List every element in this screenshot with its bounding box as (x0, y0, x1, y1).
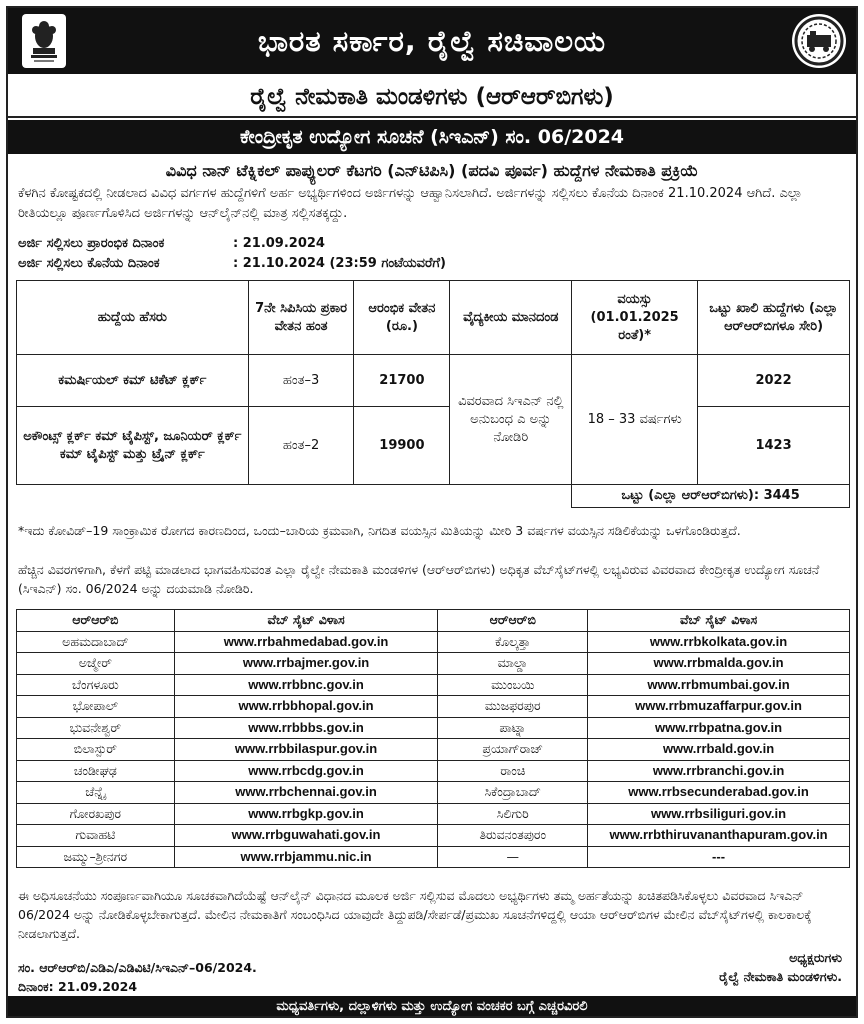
age-relaxation-note: *ಇದು ಕೋವಿಡ್–19 ಸಾಂಕ್ರಾಮಿಕ ರೋಗದ ಕಾರಣದಿಂದ, ಒಂದು–ಬಾರಿಯ ಕ್ರಮವಾಗಿ, ನಿಗದಿತ ವಯಸ್ಸಿನ ಮಿತಿಯನ್ನು ಮೀರಿ 3 ವರ್ಷಗಳ ವಯಸ್ಸಿನ ಸಡಿಲಿಕೆಯನ್ನು ಒಳಗೊಂಡಿರುತ್ತದೆ. (18, 523, 741, 538)
website-link[interactable]: www.rrbjammu.nic.in (174, 846, 438, 868)
rrb-name: ಜಮ್ಮು–ಶ್ರೀನಗರ (17, 846, 175, 868)
rrb-name: ಸಿಕೆಂದ್ರಾಬಾದ್ (438, 782, 588, 804)
initial-pay: 21700 (354, 355, 450, 407)
reference-date: ದಿನಾಂಕ: 21.09.2024 (18, 979, 138, 994)
table-row (17, 696, 850, 718)
end-date-value: : 21.10.2024 (23:59 ಗಂಟೆಯವರೆಗೆ) (233, 256, 446, 271)
websites-body (17, 631, 850, 868)
website-link[interactable]: www.rrbgkp.gov.in (174, 803, 438, 825)
rrb-name: ಪ್ರಯಾಗ್‌ರಾಜ್ (438, 739, 588, 761)
header-bar (8, 8, 856, 74)
national-emblem-icon (22, 14, 66, 68)
notice-page (6, 6, 858, 1018)
website-link[interactable]: www.rrbranchi.gov.in (588, 760, 850, 782)
table-row (17, 631, 850, 653)
posts-header-row (17, 281, 850, 355)
post-name: ಅಕೌಂಟ್ಸ್ ಕ್ಲರ್ಕ್ ಕಮ್ ಟೈಪಿಸ್ಟ್, ಜೂನಿಯರ್ ಕ್ಲರ್ಕ್ ಕಮ್ ಟೈಪಿಸ್ಟ್ ಮತ್ತು ಟ್ರೈನ್ ಕ್ಲರ್ಕ್ (17, 407, 249, 485)
col-vacancies: ಒಟ್ಟು ಖಾಲಿ ಹುದ್ದೆಗಳು (ಎಲ್ಲಾ ಆರ್‌ಆರ್‌ಬಿಗಳೂ ಸೇರಿ) (698, 281, 850, 355)
rrb-name: ಚೆನ್ನೈ (17, 782, 175, 804)
table-row (17, 760, 850, 782)
table-row (17, 825, 850, 847)
website-link[interactable]: www.rrbahmedabad.gov.in (174, 631, 438, 653)
col-initial-pay: ಆರಂಭಿಕ ವೇತನ (ರೂ.) (354, 281, 450, 355)
website-link[interactable]: www.rrbsiliguri.gov.in (588, 803, 850, 825)
col-medical: ವೈದ್ಯಕೀಯ ಮಾನದಂಡ (450, 281, 572, 355)
rrb-name: ರಾಂಚಿ (438, 760, 588, 782)
age-range: 18 – 33 ವರ್ಷಗಳು (572, 355, 698, 485)
websites-header-row (17, 610, 850, 632)
rrb-name: ಗುವಾಹಟಿ (17, 825, 175, 847)
rrb-name: ಮುಂಬಯಿ (438, 674, 588, 696)
website-link[interactable]: www.rrbald.gov.in (588, 739, 850, 761)
rrb-name: ಬೆಂಗಳೂರು (17, 674, 175, 696)
col-rrb-left: ಆರ್‌ಆರ್‌ಬಿ (17, 610, 175, 632)
table-row (17, 407, 850, 485)
rrb-name: ಗೋರಖಪುರ (17, 803, 175, 825)
table-row (17, 846, 850, 868)
table-row (17, 782, 850, 804)
rrb-name: ಬಿಲಾಸ್ಪುರ್ (17, 739, 175, 761)
signatory-title: ಅಧ್ಯಕ್ಷರುಗಳು (789, 950, 842, 965)
table-row (17, 803, 850, 825)
rrb-name: ಮಾಲ್ಡಾ (438, 653, 588, 675)
website-link[interactable]: www.rrbchennai.gov.in (174, 782, 438, 804)
warning-bar: ಮಧ್ಯವರ್ತಿಗಳು, ದಲ್ಲಾಳಿಗಳು ಮತ್ತು ಉದ್ಯೋಗ ವಂಚಕರ ಬಗ್ಗೆ ಎಚ್ಚರವಿರಲಿ (8, 996, 856, 1016)
website-link: --- (588, 846, 850, 868)
table-row (17, 355, 850, 407)
website-link[interactable]: www.rrbthiruvananthapuram.gov.in (588, 825, 850, 847)
rrb-name: ಮುಜಫರಪುರ (438, 696, 588, 718)
website-link[interactable]: www.rrbsecunderabad.gov.in (588, 782, 850, 804)
col-age: ವಯಸ್ಸು (01.01.2025 ರಂತೆ)* (572, 281, 698, 355)
end-date-label: ಅರ್ಜಿ ಸಲ್ಲಿಸಲು ಕೊನೆಯ ದಿನಾಂಕ (18, 256, 160, 271)
col-website-right: ವೆಬ್ ಸೈಟ್ ವಿಳಾಸ (588, 610, 850, 632)
table-row (17, 653, 850, 675)
details-note: ಹೆಚ್ಚಿನ ವಿವರಗಳಿಗಾಗಿ, ಕೆಳಗೆ ಪಟ್ಟಿ ಮಾಡಲಾದ ಭಾಗವಹಿಸುವಂತ ಎಲ್ಲಾ ರೈಲ್ವೇ ನೇಮಕಾತಿ ಮಂಡಳಿಗಳ (ಆರ್‌ಆರ್‌ಬಿಗಳು) ಅಧಿಕೃತ ವೆಬ್‌ಸೈಟ್‌ಗಳಲ್ಲಿ ಲಭ್ಯವಿರುವ ವಿವರವಾದ ಕೇಂದ್ರೀಕೃತ ಉದ್ಯೋಗ ಸೂಚನೆ (ಸಿಇಎನ್) ಸಂ. 06/2024 ಅನ್ನು ದಯಮಾಡಿ ನೋಡಿರಿ. (18, 562, 820, 596)
reference-number: ಸಂ. ಆರ್‌ಆರ್‌ಬಿ/ಎಡಿಎ/ಎಡಿವಿಟಿ/ಸಿಇಎನ್–06/2024. (18, 960, 257, 975)
end-date-row (18, 254, 446, 274)
website-link[interactable]: www.rrbajmer.gov.in (174, 653, 438, 675)
rrb-name: ಭುವನೇಶ್ವರ್ (17, 717, 175, 739)
rrb-name: ಕೊಲ್ಕತ್ತಾ (438, 631, 588, 653)
rrb-name: ಅಜ್ಮೇರ್ (17, 653, 175, 675)
pay-level: ಹಂತ–3 (248, 355, 354, 407)
website-link[interactable]: www.rrbcdg.gov.in (174, 760, 438, 782)
rrb-name: ಅಹಮದಾಬಾದ್ (17, 631, 175, 653)
websites-table (16, 609, 850, 868)
rrb-name: — (438, 846, 588, 868)
rrb-name: ಪಾಟ್ನಾ (438, 717, 588, 739)
pay-level: ಹಂತ–2 (248, 407, 354, 485)
website-link[interactable]: www.rrbpatna.gov.in (588, 717, 850, 739)
website-link[interactable]: www.rrbbhopal.gov.in (174, 696, 438, 718)
band-ntpc-title: ವಿವಿಧ ನಾನ್ ಟೆಕ್ನಿಕಲ್ ಪಾಪ್ಯುಲರ್ ಕೆಟಗರಿ (ಎನ್‌ಟಿಪಿಸಿ) (ಪದವಿ ಪೂರ್ವ) ಹುದ್ದೆಗಳ ನೇಮಕಾತಿ ಪ್ರಕ್ರಿಯೆ (165, 161, 699, 180)
website-link[interactable]: www.rrbbnc.gov.in (174, 674, 438, 696)
header-title: ಭಾರತ ಸರ್ಕಾರ, ರೈಲ್ವೆ ಸಚಿವಾಲಯ (257, 23, 607, 58)
table-row (17, 674, 850, 696)
table-row (17, 739, 850, 761)
website-link[interactable]: www.rrbbbs.gov.in (174, 717, 438, 739)
total-vacancies: ಒಟ್ಟು (ಎಲ್ಲಾ ಆರ್‌ಆರ್‌ಬಿಗಳು): 3445 (572, 485, 850, 508)
intro-paragraph: ಕೆಳಗಿನ ಕೋಷ್ಟಕದಲ್ಲಿ ನೀಡಲಾದ ವಿವಿಧ ವರ್ಗಗಳ ಹುದ್ದೆಗಳಿಗೆ ಅರ್ಹ ಅಭ್ಯರ್ಥಿಗಳಿಂದ ಅರ್ಜಿಗಳನ್ನು ಆಹ್ವಾನಿಸಲಾಗಿದೆ. ಅರ್ಜಿಗಳನ್ನು ಸಲ್ಲಿಸಲು ಕೊನೆಯ ದಿನಾಂಕ 21.10.2024 ಆಗಿದೆ. ಎಲ್ಲಾ ರೀತಿಯಲ್ಲೂ ಪೂರ್ಣಗೊಳಿಸಿದ ಅರ್ಜಿಗಳನ್ನು ಆನ್‌ಲೈನ್‌ನಲ್ಲಿ ಮಾತ್ರ ಸಲ್ಲಿಸತಕ್ಕದ್ದು. (18, 186, 803, 221)
start-date-value: : 21.09.2024 (233, 236, 325, 251)
website-link[interactable]: www.rrbmumbai.gov.in (588, 674, 850, 696)
rrb-name: ಭೋಪಾಲ್ (17, 696, 175, 718)
table-row (17, 717, 850, 739)
rrb-name: ಚಂಡೀಘಢ (17, 760, 175, 782)
post-name: ಕಮರ್ಷಿಯಲ್ ಕಮ್ ಟಿಕೆಟ್ ಕ್ಲರ್ಕ್ (17, 355, 249, 407)
signatory-org: ರೈಲ್ವೆ ನೇಮಕಾತಿ ಮಂಡಳಿಗಳು. (719, 969, 842, 984)
indian-railways-logo-icon (792, 14, 846, 68)
website-link[interactable]: www.rrbkolkata.gov.in (588, 631, 850, 653)
col-rrb-right: ಆರ್‌ಆರ್‌ಬಿ (438, 610, 588, 632)
band-cen-number: ಕೇಂದ್ರೀಕೃತ ಉದ್ಯೋಗ ಸೂಚನೆ (ಸಿಇಎನ್) ಸಂ. 06/2024 (8, 120, 856, 154)
vacancy-count: 1423 (698, 407, 850, 485)
signature-block (719, 948, 842, 986)
website-link[interactable]: www.rrbguwahati.gov.in (174, 825, 438, 847)
start-date-row (18, 234, 446, 254)
dates-block (18, 234, 446, 274)
rrb-name: ಸಿಲಿಗುರಿ (438, 803, 588, 825)
medical-standard: ವಿವರವಾದ ಸಿಇಎನ್ ನಲ್ಲಿ ಅನುಬಂಧ ಎ ಅನ್ನು ನೋಡಿರಿ (450, 355, 572, 485)
website-link[interactable]: www.rrbmuzaffarpur.gov.in (588, 696, 850, 718)
total-row (17, 485, 850, 508)
rrb-name: ತಿರುವನಂತಪುರಂ (438, 825, 588, 847)
start-date-label: ಅರ್ಜಿ ಸಲ್ಲಿಸಲು ಪ್ರಾರಂಭಿಕ ದಿನಾಂಕ (18, 236, 165, 251)
website-link[interactable]: www.rrbmalda.gov.in (588, 653, 850, 675)
website-link[interactable]: www.rrbbilaspur.gov.in (174, 739, 438, 761)
posts-table (16, 280, 850, 508)
initial-pay: 19900 (354, 407, 450, 485)
band-boards: ರೈಲ್ವೆ ನೇಮಕಾತಿ ಮಂಡಳಿಗಳು (ಆರ್‌ಆರ್‌ಬಿಗಳು) (8, 78, 856, 118)
reference-block (18, 958, 257, 996)
total-spacer (17, 485, 572, 508)
col-website-left: ವೆಬ್ ಸೈಟ್ ವಿಳಾಸ (174, 610, 438, 632)
col-pay-level: 7ನೇ ಸಿಪಿಸಿಯ ಪ್ರಕಾರ ವೇತನ ಹಂತ (248, 281, 354, 355)
col-post-name: ಹುದ್ದೆಯ ಹೆಸರು (17, 281, 249, 355)
footnote-paragraph: ಈ ಅಧಿಸೂಚನೆಯು ಸಂಪೂರ್ಣವಾಗಿಯೂ ಸೂಚಕವಾಗಿದೆಯೆಷ್ಟೆ ಆನ್‌ಲೈನ್ ವಿಧಾನದ ಮೂಲಕ ಅರ್ಜಿ ಸಲ್ಲಿಸುವ ಮೊದಲು ಅಭ್ಯರ್ಥಿಗಳು ತಮ್ಮ ಅರ್ಹತೆಯನ್ನು ಖಚಿತಪಡಿಸಿಕೊಳ್ಳಲು ವಿವರವಾದ ಸಿಇಎನ್ 06/2024 ಅನ್ನು ನೋಡಿಕೊಳ್ಳಬೇಕಾಗುತ್ತದೆ. ಮೇಲಿನ ನೇಮಕಾತಿಗೆ ಸಂಬಂಧಿಸಿದ ಯಾವುದೇ ತಿದ್ದುಪಡಿ/ಸೇರ್ಪಡೆ/ಪ್ರಮುಖ ಸೂಚನೆಗಳಿದ್ದಲ್ಲಿ ಆಯಾ ಆರ್‌ಆರ್‌ಬಿಗಳ ಮೇಲಿನ ವೆಬ್‌ಸೈಟ್‌ಗಳಲ್ಲಿ ಕಾಲಕಾಲಕ್ಕೆ ನೀಡಲಾಗುತ್ತದೆ. (18, 888, 812, 941)
vacancy-count: 2022 (698, 355, 850, 407)
